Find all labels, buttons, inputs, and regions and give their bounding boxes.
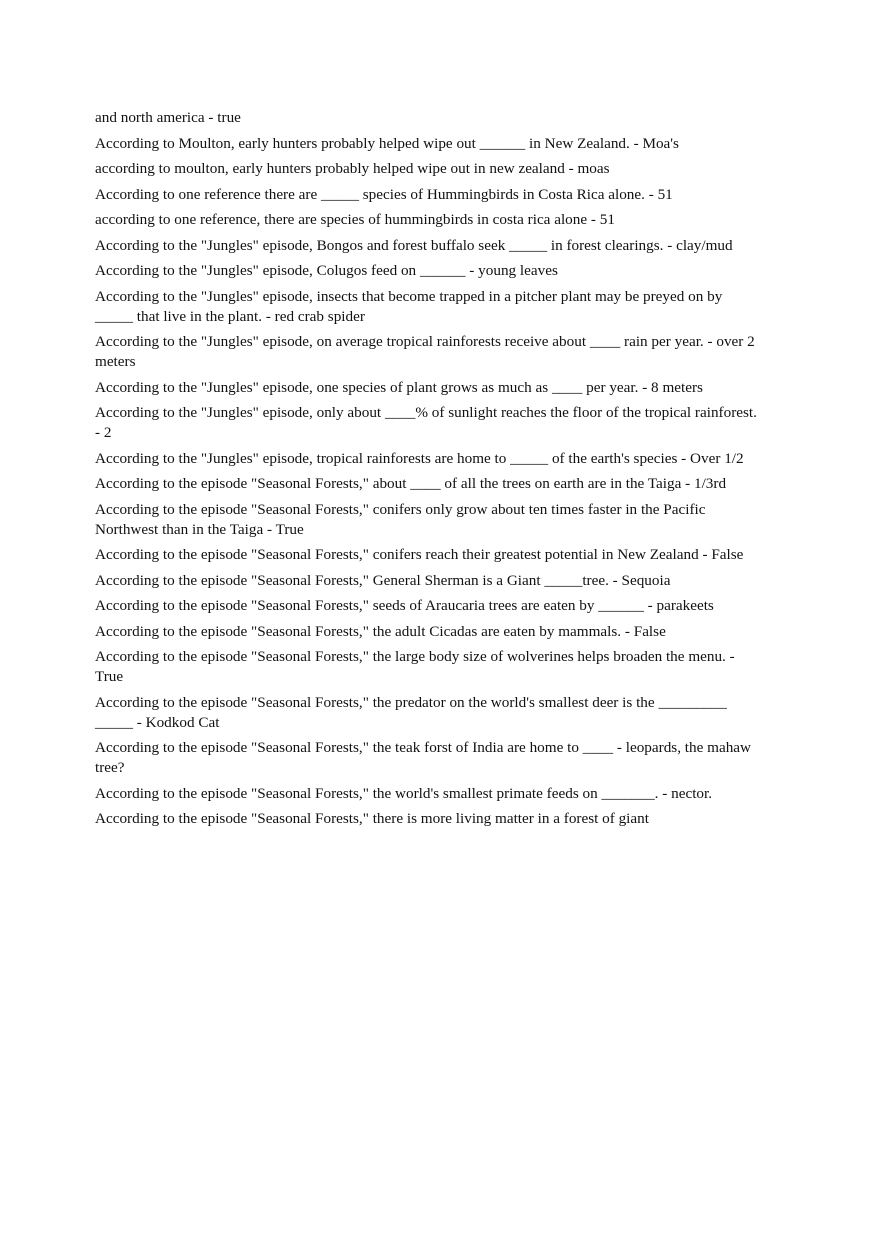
document-entry: According to the "Jungles" episode, insects that become trapped in a pitcher plant may be preyed on by _____ that live in the plant. - red crab spider (95, 287, 723, 325)
document-entry: According to the episode "Seasonal Forests," the teak forst of India are home to ____ - leopards, the mahaw tree? (95, 739, 751, 776)
document-entry: According to the episode "Seasonal Forests," the world's smallest primate feeds on _______. - nector. (95, 784, 713, 802)
document-entry: According to the "Jungles" episode, on average tropical rainforests receive about ____ rain per year. - over 2 meters (95, 333, 755, 370)
document-entry: According to the episode "Seasonal Forests," conifers reach their greatest potential in New Zealand - False (95, 546, 744, 563)
document-entry: According to the episode "Seasonal Forests," the predator on the world's smallest deer is the _________ _____ - Kodkod Cat (95, 693, 727, 731)
document-entry: According to the "Jungles" episode, Colugos feed on ______ - young leaves (95, 262, 558, 279)
document-entry: According to the "Jungles" episode, only about ____% of sunlight reaches the floor of the tropical rainforest. - 2 (95, 404, 757, 441)
document-entry: and north america - true (95, 109, 241, 126)
document-entry: According to one reference there are _____ species of Hummingbirds in Costa Rica alone. - 51 (95, 185, 673, 203)
document-entry: according to moulton, early hunters probably helped wipe out in new zealand - moas (95, 160, 610, 177)
document-entry: According to the episode "Seasonal Forests," there is more living matter in a forest of giant (95, 810, 649, 827)
document-entry: According to the "Jungles" episode, Bongos and forest buffalo seek _____ in forest clearings. - clay/mud (95, 236, 733, 254)
document-entry: according to one reference, there are species of hummingbirds in costa rica alone - 51 (95, 211, 615, 228)
document-page (95, 108, 760, 835)
document-entry: According to the "Jungles" episode, one species of plant grows as much as ____ per year. - 8 meters (95, 378, 703, 396)
document-entry: According to the episode "Seasonal Forests," conifers only grow about ten times faster in the Pacific Northwest than in the Taiga - True (95, 500, 706, 538)
document-entry: According to the episode "Seasonal Forests," about ____ of all the trees on earth are in the Taiga - 1/3rd (95, 475, 727, 492)
document-entry: According to the episode "Seasonal Forests," seeds of Araucaria trees are eaten by ______ - parakeets (95, 597, 714, 614)
document-entry: According to Moulton, early hunters probably helped wipe out ______ in New Zealand. - Moa's (95, 134, 679, 152)
document-entry: According to the episode "Seasonal Forests," General Sherman is a Giant _____tree. - Sequoia (95, 571, 671, 589)
document-entry: According to the "Jungles" episode, tropical rainforests are home to _____ of the earth's species - Over 1/2 (95, 449, 744, 467)
document-entry: According to the episode "Seasonal Forests," the adult Cicadas are eaten by mammals. - False (95, 622, 666, 640)
document-entry: According to the episode "Seasonal Forests," the large body size of wolverines helps broaden the menu. - True (95, 648, 735, 685)
